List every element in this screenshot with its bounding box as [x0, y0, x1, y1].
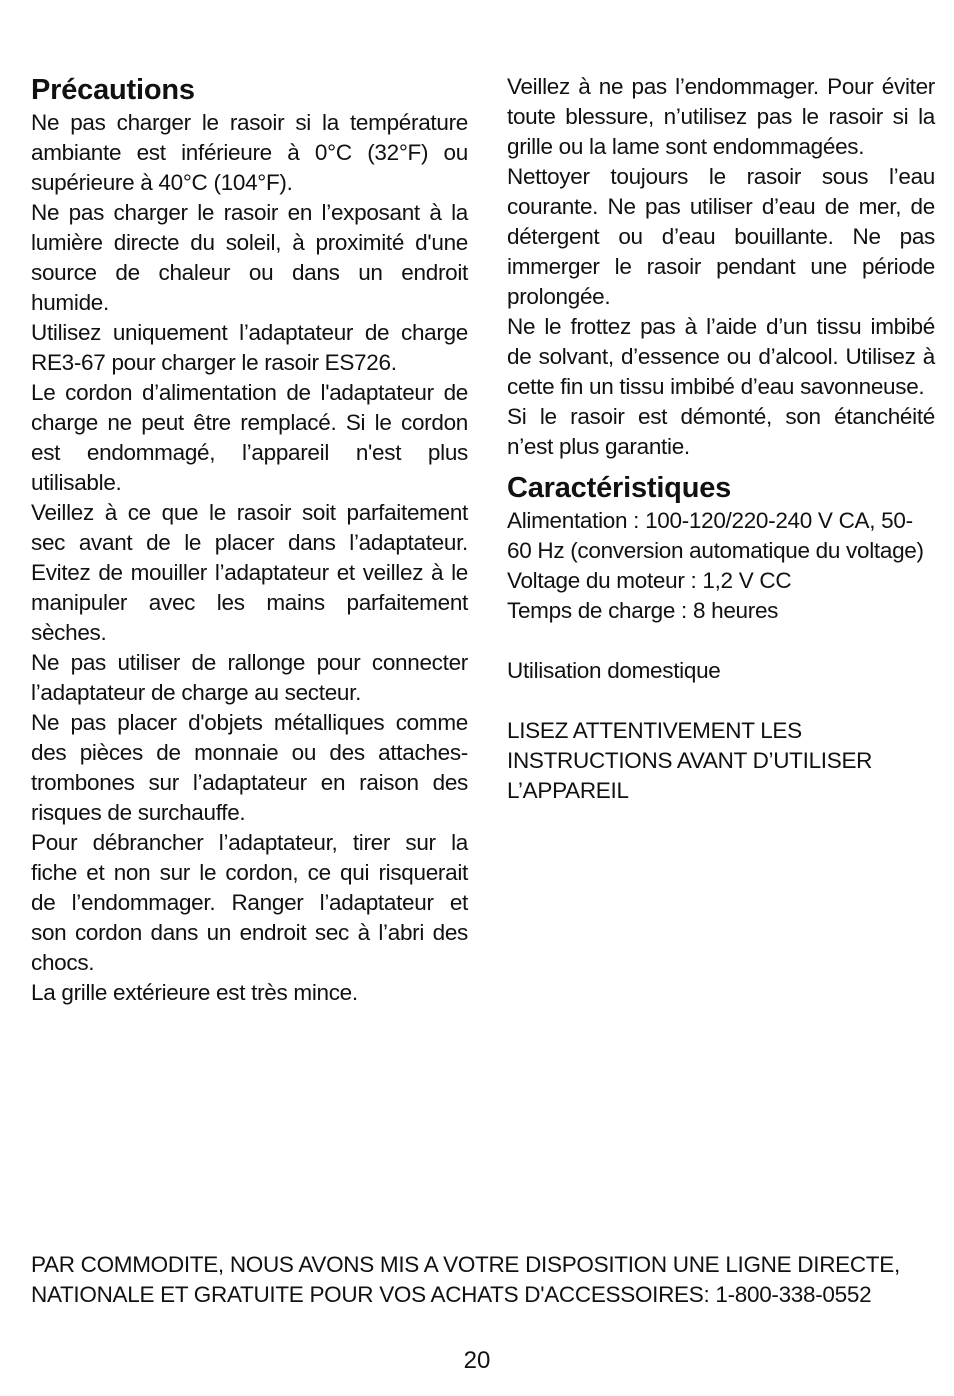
left-column [31, 72, 468, 1008]
precaution-paragraph: Ne pas charger le rasoir si la température ambiante est inférieure à 0°C (32°F) ou supérieure à 40°C (104°F). [31, 110, 468, 195]
right-column [507, 72, 935, 806]
precaution-paragraph: Si le rasoir est démonté, son étanchéité n’est plus garantie. [507, 404, 935, 459]
precaution-paragraph: Veillez à ne pas l’endommager. Pour éviter toute blessure, n’utilisez pas le rasoir si la grille ou la lame sont endommagées. [507, 74, 935, 159]
spec-line: Voltage du moteur : 1,2 V CC [507, 568, 792, 593]
page-number: 20 [463, 1347, 491, 1374]
specifications-heading: Caractéristiques [507, 472, 732, 504]
spec-line: Temps de charge : 8 heures [507, 598, 779, 623]
precaution-paragraph: Ne le frottez pas à l’aide d’un tissu imbibé de solvant, d’essence ou d’alcool. Utilisez à cette fin un tissu imbibé d’eau savonneuse. [507, 314, 935, 399]
precaution-paragraph: Ne pas utiliser de rallonge pour connecter l’adaptateur de charge au secteur. [31, 650, 468, 705]
precaution-paragraph: Le cordon d’alimentation de l'adaptateur de charge ne peut être remplacé. Si le cordon est endommagé, l’appareil n'est plus utilisable. [31, 380, 468, 495]
read-instructions-warning: LISEZ ATTENTIVEMENT LES INSTRUCTIONS AVANT D’UTILISER L’APPAREIL [507, 718, 873, 803]
accessories-hotline-notice: PAR COMMODITE, NOUS AVONS MIS A VOTRE DISPOSITION UNE LIGNE DIRECTE, NATIONALE ET GRATUITE POUR VOS ACHATS D'ACCESSOIRES: 1-800-338-0552 [31, 1252, 900, 1307]
precaution-paragraph: Pour débrancher l’adaptateur, tirer sur la fiche et non sur le cordon, ce qui risquerait de l’endommager. Ranger l’adaptateur et son cordon dans un endroit sec à l’abri des chocs. [31, 830, 468, 975]
precaution-paragraph: Ne pas charger le rasoir en l’exposant à la lumière directe du soleil, à proximité d'une source de chaleur ou dans un endroit humide. [31, 200, 468, 315]
section-gap [507, 462, 935, 470]
precaution-paragraph: Veillez à ce que le rasoir soit parfaitement sec avant de le placer dans l’adaptateur. Evitez de mouiller l’adaptateur et veillez à le manipuler avec les mains parfaitement sèches. [31, 500, 468, 645]
spec-line: Alimentation : 100-120/220-240 V CA, 50-60 Hz (conversion automatique du voltage) [507, 508, 924, 563]
precautions-heading: Précautions [31, 74, 195, 106]
section-gap [507, 626, 935, 656]
section-gap [507, 686, 935, 716]
precaution-paragraph: Nettoyer toujours le rasoir sous l’eau courante. Ne pas utiliser d’eau de mer, de détergent ou d’eau bouillante. Ne pas immerger le rasoir pendant une période prolongée. [507, 164, 935, 309]
usage-note: Utilisation domestique [507, 658, 721, 683]
precaution-paragraph: La grille extérieure est très mince. [31, 980, 358, 1005]
precaution-paragraph: Ne pas placer d'objets métalliques comme des pièces de monnaie ou des attaches-trombones sur l’adaptateur en raison des risques de surchauffe. [31, 710, 468, 825]
precaution-paragraph: Utilisez uniquement l’adaptateur de charge RE3-67 pour charger le rasoir ES726. [31, 320, 468, 375]
